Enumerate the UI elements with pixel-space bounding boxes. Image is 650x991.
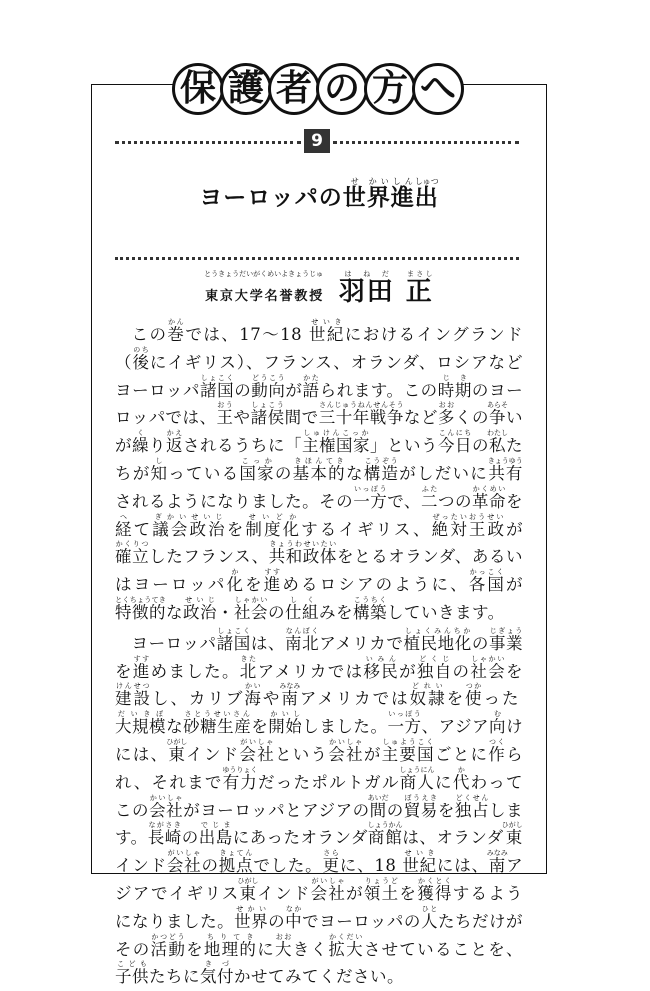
- text-run: の: [452, 661, 471, 681]
- text-run: きく: [292, 939, 329, 959]
- banner-char: 方: [364, 63, 416, 115]
- ruby-word: 知し: [150, 456, 169, 483]
- banner-heading: [161, 58, 475, 120]
- ruby-word: 経へ: [115, 512, 134, 539]
- ruby-word: 一方いっぽう: [353, 484, 388, 511]
- text-run: が: [506, 519, 524, 539]
- text-run: 、アジア: [421, 717, 490, 737]
- ruby-word: 動向どうこう: [251, 373, 286, 400]
- ruby-word: 巻かん: [167, 318, 186, 344]
- ruby-word: 商館しょうかん: [367, 821, 403, 848]
- author-role: 東京大学名誉教授とうきょうだいがくめいよきょうじゅ: [204, 270, 324, 304]
- text-run: は、オランダ: [402, 828, 504, 848]
- ruby-word: 更さら: [322, 849, 340, 876]
- text-run: めました。: [150, 661, 240, 681]
- text-run: がしだいに: [399, 463, 489, 483]
- ruby-word: 作つく: [488, 737, 507, 764]
- text-run: て: [133, 519, 153, 539]
- ruby-word: 王おう: [216, 401, 234, 428]
- text-run: インド: [256, 883, 311, 903]
- ruby-word: 出島でじま: [198, 821, 233, 848]
- ruby-word: 各国かっこく: [468, 568, 507, 595]
- body-paragraph-2: [115, 627, 523, 991]
- text-run: けには、: [115, 717, 524, 764]
- author-name: 羽田はねだ 正まさし: [338, 270, 434, 307]
- text-run: みを: [319, 602, 353, 622]
- ruby-word: 制度化せいどか: [245, 512, 302, 539]
- text-run: わってこの: [115, 772, 524, 820]
- text-run: アメリカで: [319, 633, 404, 653]
- text-run: アメリカでは: [298, 689, 410, 709]
- dotted-divider-top-right: [333, 141, 519, 144]
- ruby-word: 奴隷どれい: [409, 682, 447, 709]
- text-run: に: [257, 939, 275, 959]
- text-run: を: [186, 939, 204, 959]
- text-run: にイギリス）、フランス、オランダ、ロシアなどヨーロッパ: [115, 352, 524, 400]
- text-run: インド: [115, 856, 167, 876]
- ruby-word: 地理的ちりてき: [203, 932, 258, 959]
- ruby-word: 共和政体きょうわせいたい: [268, 540, 337, 567]
- ruby-word: 諸侯しょこう: [250, 401, 285, 428]
- text-run: かせてみてください。: [234, 967, 404, 987]
- ruby-word: 三十年戦争さんじゅうねんせんそう: [318, 401, 404, 428]
- text-run: を: [251, 717, 269, 737]
- ruby-word: 移民いみん: [363, 654, 400, 681]
- text-run: の: [268, 602, 285, 622]
- text-run: を: [506, 661, 524, 681]
- ruby-word: 世紀せいき: [402, 849, 437, 876]
- ruby-word: 向む: [489, 710, 507, 737]
- ruby-word: 一方いっぽう: [387, 710, 422, 737]
- ruby-word: 会社かいしゃ: [328, 737, 364, 764]
- text-run: アジアでイギリス: [115, 856, 524, 903]
- ruby-word: 化か: [226, 568, 246, 595]
- ruby-word: 南北なんぼく: [285, 626, 320, 653]
- text-run: を: [245, 575, 264, 595]
- ruby-word: 後のち: [132, 345, 150, 372]
- text-run: や: [233, 408, 251, 428]
- ruby-word: 共有きょうゆう: [487, 456, 523, 483]
- ruby-word: 砂糖生産さとうせいさん: [183, 710, 252, 737]
- text-run: に: [434, 772, 453, 792]
- ruby-word: 返かえ: [166, 429, 183, 456]
- text-run: が: [363, 744, 382, 764]
- banner-char: の: [316, 63, 368, 115]
- article-title: [91, 163, 547, 233]
- ruby-word: 領土りょうど: [363, 876, 400, 903]
- text-run: ごとに: [434, 744, 489, 764]
- text-run: を: [446, 689, 466, 709]
- text-run: におけるイングランド（: [115, 325, 524, 372]
- text-run: の: [386, 800, 404, 820]
- ruby-word: 構造こうぞう: [363, 456, 400, 483]
- ruby-word: 諸国しょこく: [200, 373, 235, 400]
- text-run: たちに: [149, 967, 200, 987]
- text-run: り: [149, 436, 166, 456]
- ruby-word: 出しゅつ: [414, 177, 439, 211]
- ruby-word: 特徴的とくちょうてき: [115, 595, 166, 622]
- ruby-word: 東ひがし: [237, 876, 259, 903]
- text-run: でヨーロッパの: [302, 911, 421, 931]
- ruby-word: 獲得かくとく: [417, 876, 453, 903]
- ruby-word: 大おお: [274, 932, 293, 959]
- dotted-divider-bottom: [115, 257, 519, 260]
- text-run: するようになりました。: [115, 883, 524, 931]
- text-run: が: [346, 883, 364, 903]
- ruby-word: 諸国しょこく: [216, 626, 251, 653]
- article-body: [115, 318, 523, 991]
- ruby-word: 商人しょうにん: [399, 765, 435, 792]
- ruby-word: 拠点きょてん: [218, 849, 254, 876]
- ruby-word: 語かた: [302, 373, 320, 400]
- ruby-word: 繰く: [132, 429, 149, 456]
- text-run: しました。: [302, 717, 388, 737]
- ruby-word: 社会しゃかい: [470, 654, 507, 681]
- ruby-word: 中なか: [285, 904, 303, 931]
- dotted-divider-top-left: [115, 141, 301, 144]
- text-run: たちが: [115, 436, 523, 483]
- ruby-word: 絶対王政ぜったいおうせい: [431, 512, 507, 539]
- ruby-word: 子供こども: [115, 960, 149, 987]
- text-run: し、カリブ: [151, 689, 245, 709]
- ruby-word: 有力ゆうりょく: [222, 765, 258, 792]
- ruby-word: 主要国しゅようこく: [381, 737, 435, 764]
- text-run: めるロシアのように、: [282, 575, 469, 595]
- author-line: [91, 270, 547, 308]
- text-run: は、: [250, 633, 285, 653]
- text-run: の: [201, 856, 219, 876]
- ruby-word: 長崎ながさき: [147, 821, 182, 848]
- text-run: な: [345, 463, 364, 483]
- ruby-word: 南みなみ: [486, 849, 508, 876]
- ruby-word: 政治せいじ: [183, 595, 217, 622]
- text-run: がヨーロッパとアジアの: [183, 800, 370, 820]
- text-run: が: [506, 575, 524, 595]
- ruby-word: 争あらそ: [487, 401, 509, 428]
- ruby-word: 貿易ぼうえき: [403, 793, 438, 820]
- text-run: 」という: [370, 436, 438, 456]
- text-run: ヨーロッパ: [131, 633, 217, 653]
- ruby-word: 仕組しく: [285, 595, 319, 622]
- text-run: だったポルトガル: [257, 772, 400, 792]
- text-run: には、: [436, 856, 489, 876]
- text-run: の: [181, 828, 199, 848]
- text-run: アメリカでは: [257, 661, 364, 681]
- text-run: が: [285, 380, 303, 400]
- ruby-word: 事業じぎょう: [488, 626, 524, 653]
- text-run: の: [234, 380, 252, 400]
- text-run: を: [399, 883, 418, 903]
- text-run: たちだけがその: [115, 911, 524, 959]
- text-run: という: [274, 744, 329, 764]
- ruby-word: 海かい: [244, 682, 263, 709]
- ruby-word: 会社がいしゃ: [310, 876, 347, 903]
- body-paragraph-1: [115, 318, 523, 627]
- ruby-word: 時期じき: [437, 373, 472, 400]
- ruby-word: 人ひと: [420, 904, 438, 931]
- ruby-word: 議会政治ぎかいせいじ: [152, 512, 227, 539]
- text-run: をとるオランダ、あるいはヨーロッパ: [115, 547, 524, 595]
- ruby-word: 基本的きほんてき: [292, 456, 346, 483]
- ruby-word: 代か: [452, 765, 471, 792]
- ruby-word: 二ふた: [420, 484, 438, 511]
- text-run: この: [131, 325, 168, 344]
- ruby-word: 世せ: [342, 177, 367, 211]
- ruby-word: 今日こんにち: [438, 429, 472, 456]
- text-run: の: [471, 633, 489, 653]
- ruby-word: 独占どくせん: [454, 793, 489, 820]
- text-run: った: [483, 689, 520, 709]
- text-run: を: [506, 491, 524, 511]
- ruby-word: 建設けんせつ: [115, 682, 152, 709]
- text-run: のヨーロッパでは、: [115, 380, 524, 428]
- ruby-word: 国家こっか: [239, 456, 275, 483]
- text-run: られ、それまで: [115, 744, 524, 792]
- text-run: な: [166, 602, 183, 622]
- ruby-word: 世界せかい: [234, 904, 269, 931]
- ruby-word: 多おお: [437, 401, 455, 428]
- ruby-word: 東ひがし: [501, 821, 523, 848]
- ruby-word: 会社かいしゃ: [149, 793, 184, 820]
- text-run: で、: [387, 491, 421, 511]
- text-run: にあったオランダ: [232, 828, 368, 848]
- text-run: します。: [115, 800, 524, 848]
- ruby-word: 拡大かくだい: [328, 932, 364, 959]
- text-run: られます。この: [319, 380, 438, 400]
- text-run: など: [403, 408, 438, 428]
- text-run: させていることを、: [363, 939, 524, 959]
- banner-char: 者: [268, 63, 320, 115]
- ruby-word: 社会しゃかい: [234, 595, 268, 622]
- ruby-word: 進すす: [263, 568, 283, 595]
- text-run: に、18: [339, 856, 403, 876]
- text-run: を: [226, 519, 246, 539]
- ruby-word: 界かい: [366, 177, 391, 211]
- text-run: つの: [437, 491, 472, 511]
- text-run: の: [268, 911, 286, 931]
- ruby-word: 北きた: [239, 654, 258, 681]
- text-run: するイギリス、: [301, 519, 432, 539]
- banner-char: 護: [220, 63, 272, 115]
- ruby-word: 構築こうちく: [353, 595, 387, 622]
- ruby-word: 大規模だいきぼ: [115, 710, 167, 737]
- text-run: が: [399, 661, 417, 681]
- text-run: な: [166, 717, 184, 737]
- text-run: されるようになりました。その: [115, 491, 354, 511]
- ruby-word: 進すす: [132, 654, 151, 681]
- text-run: の: [472, 436, 489, 456]
- ruby-word: 東ひがし: [166, 737, 188, 764]
- ruby-word: 会社がいしゃ: [239, 737, 275, 764]
- text-run: の: [274, 463, 293, 483]
- text-run: されるうちに「: [183, 436, 302, 456]
- ruby-word: 独自どくじ: [416, 654, 453, 681]
- ruby-word: 開始かいし: [268, 710, 303, 737]
- text-run: くの: [454, 408, 490, 428]
- text-run: では、17～18: [185, 325, 309, 344]
- text-run: ヨーロッパの: [199, 185, 343, 211]
- ruby-word: 世紀せいき: [308, 318, 345, 344]
- text-run: っている: [168, 463, 240, 483]
- ruby-word: 確立かくりつ: [115, 540, 150, 567]
- ruby-word: 植民地化しょくみんちか: [403, 626, 472, 653]
- text-run: を: [115, 661, 133, 681]
- ruby-word: 南みなみ: [279, 682, 301, 709]
- ruby-word: 活動かつどう: [150, 932, 187, 959]
- text-run: していきます。: [387, 602, 505, 622]
- text-run: や: [262, 689, 282, 709]
- text-run: いが: [115, 408, 524, 456]
- ruby-word: 私わたし: [487, 429, 508, 456]
- ruby-word: 進しん: [390, 177, 415, 211]
- ruby-word: 間あいだ: [367, 793, 389, 820]
- chapter-number-badge: 9: [304, 129, 330, 153]
- text-run: を: [437, 800, 455, 820]
- banner-char: 保: [172, 63, 224, 115]
- ruby-word: 使つか: [465, 682, 484, 709]
- ruby-word: 会社がいしゃ: [166, 849, 202, 876]
- ruby-word: 気付きづ: [200, 960, 234, 987]
- ruby-word: 革命かくめい: [471, 484, 507, 511]
- text-run: ・: [217, 602, 234, 622]
- text-run: 間で: [284, 408, 319, 428]
- text-run: したフランス、: [149, 547, 269, 567]
- text-run: でした。: [253, 856, 323, 876]
- ruby-word: 主権国家しゅけんこっか: [302, 429, 370, 456]
- banner-char: へ: [412, 63, 464, 115]
- text-run: インド: [185, 744, 240, 764]
